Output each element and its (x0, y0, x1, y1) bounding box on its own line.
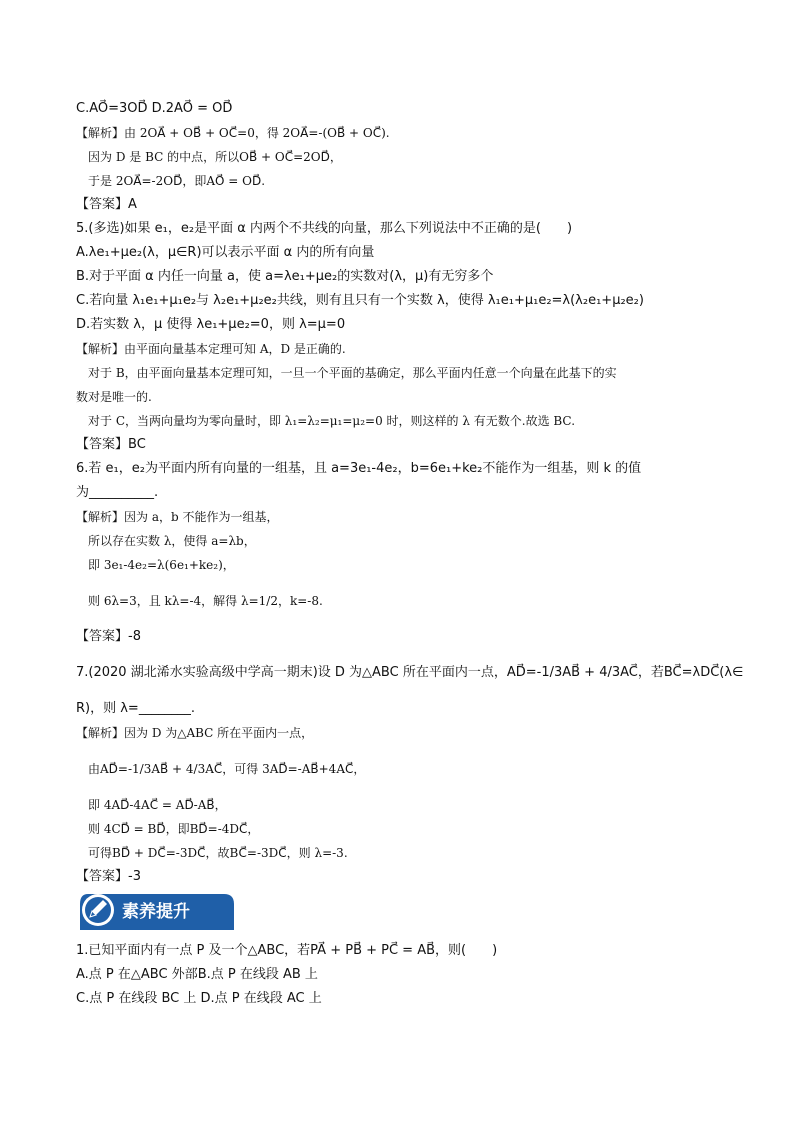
line-q5-jiexi-3: 数对是唯一的. (76, 390, 152, 404)
line-q6-jiexi-4: 则 6λ=3，且 kλ=-4，解得 λ=1/2，k=-8. (88, 594, 323, 608)
line-q5-stem: 5.(多选)如果 e₁，e₂是平面 α 内两个不共线的向量，那么下列说法中不正确的是( ) (76, 221, 573, 236)
line-q4-answer: 【答案】A (76, 197, 137, 212)
line-q7-stem-2: R)，则 λ=________. (76, 701, 195, 716)
section-badge (76, 890, 236, 930)
line-q7-jiexi-2: 由AD⃗=-1/3AB⃗ + 4/3AC⃗，可得 3AD⃗=-AB⃗+4AC⃗， (88, 762, 366, 776)
line-q5-jiexi-4: 对于 C，当两向量均为零向量时，即 λ₁=λ₂=μ₁=μ₂=0 时，则这样的 λ 有无数个.故选 BC. (88, 414, 576, 428)
line-q7-jiexi-5: 可得BD⃗ + DC⃗=-3DC⃗，故BC⃗=-3DC⃗，则 λ=-3. (88, 846, 348, 860)
line-q5-jiexi-1: 【解析】由平面向量基本定理可知 A，D 是正确的. (76, 342, 346, 356)
line-q6-answer: 【答案】-8 (76, 629, 141, 644)
line-p1-opt-ab: A.点 P 在△ABC 外部B.点 P 在线段 AB 上 (76, 967, 318, 982)
line-p1-opt-cd: C.点 P 在线段 BC 上 D.点 P 在线段 AC 上 (76, 991, 322, 1006)
line-p1-stem: 1.已知平面内有一点 P 及一个△ABC，若PA⃗ + PB⃗ + PC⃗ = AB⃗，则( ) (76, 943, 498, 958)
line-q5-opt-b: B.对于平面 α 内任一向量 a，使 a=λe₁+μe₂的实数对(λ，μ)有无穷多个 (76, 269, 494, 284)
line-q5-opt-c: C.若向量 λ₁e₁+μ₁e₂与 λ₂e₁+μ₂e₂共线，则有且只有一个实数 λ，使得 λ₁e₁+μ₁e₂=λ(λ₂e₁+μ₂e₂) (76, 293, 644, 308)
line-q7-jiexi-3: 即 4AD⃗-4AC⃗ = AD⃗-AB⃗， (88, 798, 227, 812)
line-q5-jiexi-2: 对于 B，由平面向量基本定理可知，一旦一个平面的基确定，那么平面内任意一个向量在此基下的实 (88, 366, 617, 380)
line-q6-stem-2: 为__________. (76, 485, 159, 500)
line-q5-opt-a: A.λe₁+μe₂(λ，μ∈R)可以表示平面 α 内的所有向量 (76, 245, 375, 260)
line-q4-jiexi-1: 【解析】由 2OA⃗ + OB⃗ + OC⃗=0，得 2OA⃗=-(OB⃗ + OC⃗). (76, 126, 390, 140)
line-q4-jiexi-3: 于是 2OA⃗=-2OD⃗，即AO⃗ = OD⃗. (88, 174, 266, 188)
line-q6-jiexi-2: 所以存在实数 λ，使得 a=λb， (88, 534, 256, 548)
line-q4-options: C.AO⃗=3OD⃗ D.2AO⃗ = OD⃗ (76, 101, 233, 116)
line-q6-jiexi-3: 即 3e₁-4e₂=λ(6e₁+ke₂)， (88, 558, 235, 572)
line-q6-jiexi-1: 【解析】因为 a，b 不能作为一组基， (76, 510, 279, 524)
line-q7-stem-1: 7.(2020 湖北浠水实验高级中学高一期末)设 D 为△ABC 所在平面内一点，AD⃗=-1/3AB⃗ + 4/3AC⃗，若BC⃗=λDC⃗(λ∈ (76, 665, 744, 680)
line-q5-opt-d: D.若实数 λ，μ 使得 λe₁+μe₂=0，则 λ=μ=0 (76, 317, 346, 332)
line-q7-jiexi-1: 【解析】因为 D 为△ABC 所在平面内一点， (76, 726, 314, 740)
line-q4-jiexi-2: 因为 D 是 BC 的中点，所以OB⃗ + OC⃗=2OD⃗， (88, 150, 342, 164)
line-q7-jiexi-4: 则 4CD⃗ = BD⃗，即BD⃗=-4DC⃗， (88, 822, 260, 836)
line-q5-answer: 【答案】BC (76, 437, 146, 452)
section-badge-label: 素养提升 (122, 902, 190, 922)
line-q7-answer: 【答案】-3 (76, 869, 141, 884)
line-q6-stem-1: 6.若 e₁，e₂为平面内所有向量的一组基，且 a=3e₁-4e₂，b=6e₁+ke₂不能作为一组基，则 k 的值 (76, 461, 642, 476)
